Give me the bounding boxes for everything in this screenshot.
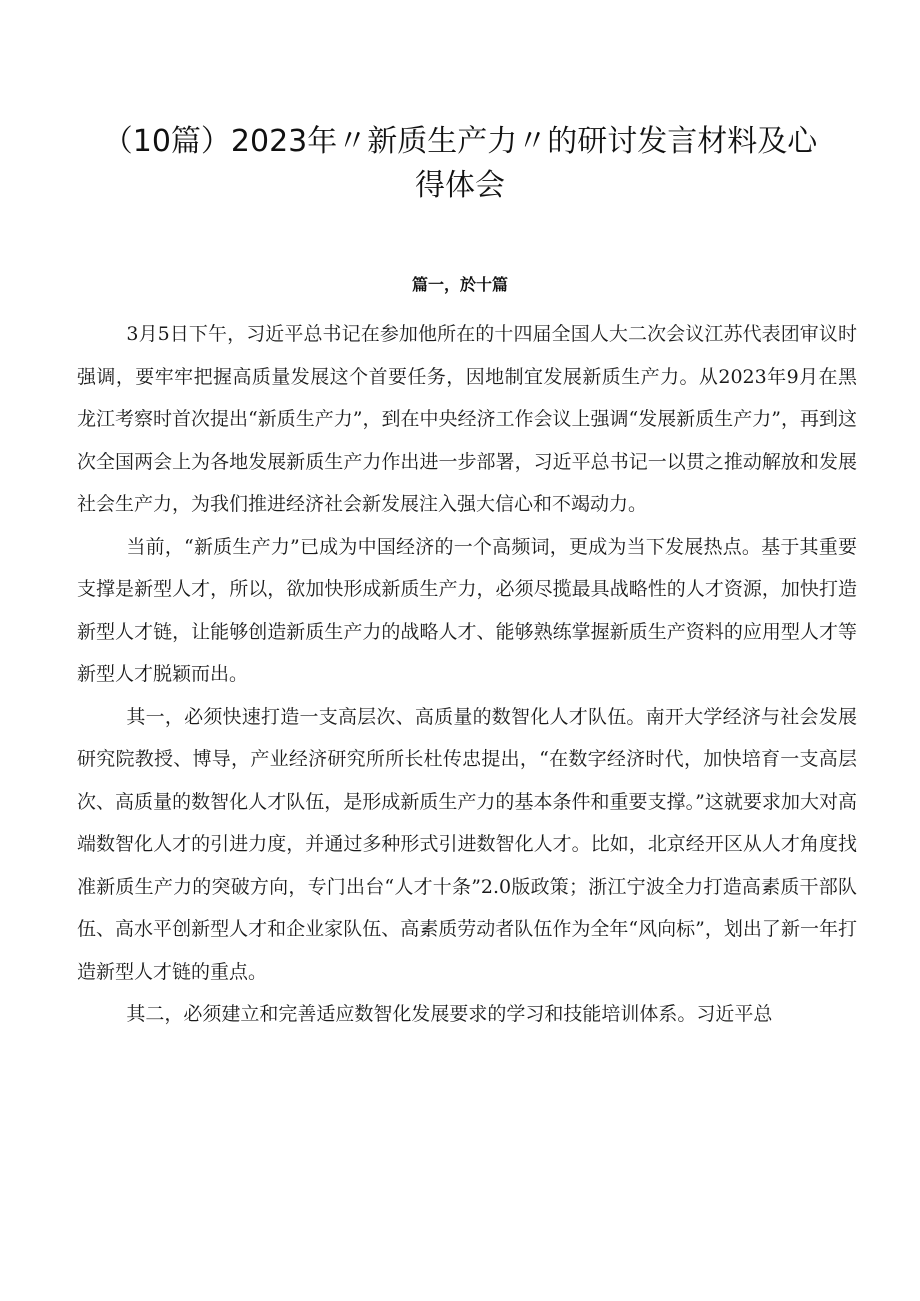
document-body (77, 313, 857, 1036)
document-title-line-1: （10篇）2023年〃新质生产力〃的研讨发言材料及心 (102, 124, 818, 159)
paragraph-3: 其一，必须快速打造一支高层次、高质量的数智化人才队伍。南开大学经济与社会发展研究院教授、博导，产业经济研究所所长杜传忠提出，“在数字经济时代，加快培育一支高层次、高质量的数智化人才队伍，是形成新质生产力的基本条件和重要支撑。”这就要求加大对高端数智化人才的引进力度，并通过多种形式引进数智化人才。比如，北京经开区从人才角度找准新质生产力的突破方向，专门出台“人才十条”2.0版政策；浙江宁波全力打造高素质干部队伍、高水平创新型人才和企业家队伍、高素质劳动者队伍作为全年“风向标”，划出了新一年打造新型人才链的重点。 (77, 705, 857, 983)
document-title-line-2: 得体会 (415, 168, 505, 203)
paragraph-2: 当前，“新质生产力”已成为中国经济的一个高频词，更成为当下发展热点。基于其重要支撑是新型人才，所以，欲加快形成新质生产力，必须尽揽最具战略性的人才资源，加快打造新型人才链，让能够创造新质生产力的战略人才、能够熟练掌握新质生产资料的应用型人才等新型人才脱颖而出。 (77, 535, 857, 685)
section-heading: 篇一，於十篇 (411, 275, 508, 294)
paragraph-1: 3月5日下午，习近平总书记在参加他所在的十四届全国人大二次会议江苏代表团审议时强调，要牢牢把握高质量发展这个首要任务，因地制宜发展新质生产力。从2023年9月在黑龙江考察时首次提出“新质生产力”，到在中央经济工作会议上强调“发展新质生产力”，再到这次全国两会上为各地发展新质生产力作出进一步部署，习近平总书记一以贯之推动解放和发展社会生产力，为我们推进经济社会新发展注入强大信心和不竭动力。 (77, 323, 857, 515)
paragraph-4: 其二，必须建立和完善适应数智化发展要求的学习和技能培训体系。习近平总 (126, 1003, 773, 1025)
